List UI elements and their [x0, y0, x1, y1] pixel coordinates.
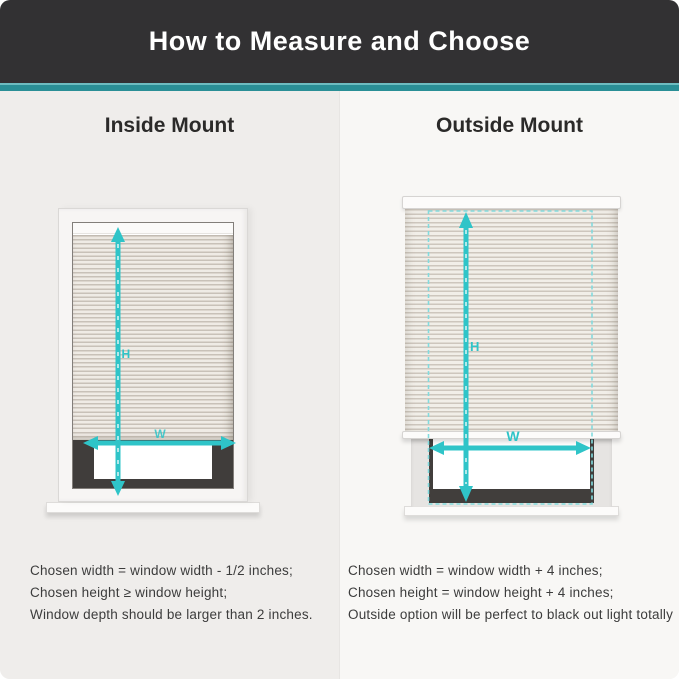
- height-label: H: [470, 339, 480, 354]
- window-reveal: [73, 440, 233, 488]
- page-title: How to Measure and Choose: [148, 26, 531, 56]
- inside-mount-heading: Inside Mount: [104, 114, 235, 137]
- outside-mount-heading: Outside Mount: [436, 114, 583, 137]
- width-label: W: [154, 427, 166, 441]
- outside-mount-notes: [340, 560, 679, 626]
- window-frame: [58, 208, 248, 502]
- note-line: Chosen height = window height + 4 inches;: [348, 585, 614, 600]
- note-line: Window depth should be larger than 2 inches.: [30, 607, 313, 622]
- shade-bottom-rail: [402, 431, 621, 439]
- note-line: Chosen height ≥ window height;: [30, 585, 228, 600]
- shade-headrail: [73, 223, 233, 234]
- window-opening: [72, 222, 234, 489]
- note-line: Chosen width = window width - 1/2 inches;: [30, 563, 293, 578]
- window-glass: [94, 444, 212, 479]
- cellular-shade: [73, 235, 233, 440]
- cellular-shade: [405, 209, 618, 432]
- header-bar: [0, 0, 679, 83]
- teal-accent-divider: [0, 83, 679, 91]
- note-line: Outside option will be perfect to black out light totally: [348, 607, 674, 622]
- window-sill: [404, 506, 619, 516]
- inside-mount-notes: [0, 560, 339, 626]
- window-glass: [433, 439, 590, 489]
- width-label: W: [506, 428, 520, 444]
- note-line: Chosen width = window width + 4 inches;: [348, 563, 603, 578]
- window-sill: [46, 502, 260, 513]
- window-frame: [411, 439, 612, 507]
- height-label: H: [121, 347, 131, 361]
- shade-headrail: [402, 196, 621, 209]
